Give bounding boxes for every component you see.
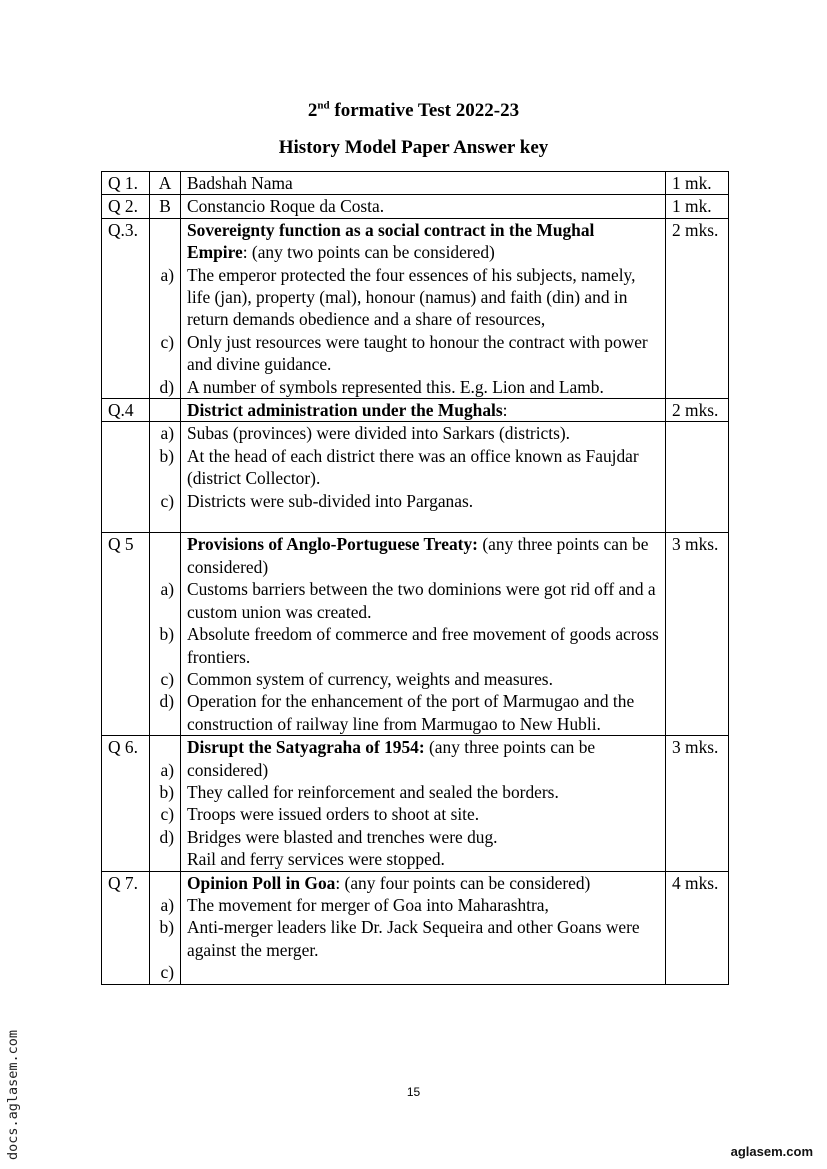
point-text: The emperor protected the four essences of his subjects, namely, life (jan), property (mal), honour (namus) and faith (din) and in return demands obedience and a share of resources,	[187, 264, 636, 330]
section-heading: Provisions of Anglo-Portuguese Treaty:	[187, 534, 478, 555]
point-label: b)	[159, 917, 174, 938]
marks: 4 mks.	[666, 871, 729, 984]
point-label: c)	[160, 804, 174, 825]
point-label: a)	[160, 264, 174, 285]
answer-text: District administration under the Mughals:	[181, 399, 666, 422]
point-text: Common system of currency, weights and measures.	[187, 668, 553, 689]
table-row	[102, 871, 729, 984]
point-label: d)	[159, 691, 174, 712]
point-label: a)	[160, 423, 174, 444]
point-text: Absolute freedom of commerce and free movement of goods across frontiers.	[187, 624, 659, 667]
answer-option: B	[150, 195, 181, 218]
point-label: a)	[160, 894, 174, 915]
brand-watermark: aglasem.com	[730, 1144, 813, 1159]
point-text: Anti-merger leaders like Dr. Jack Sequeira and other Goans were against the merger.	[187, 917, 640, 960]
question-number: Q 5	[102, 533, 150, 736]
point-label: d)	[159, 826, 174, 847]
point-text: Subas (provinces) were divided into Sarkars (districts).	[187, 423, 570, 444]
table-row	[102, 195, 729, 218]
table-row	[102, 399, 729, 422]
point-text: A number of symbols represented this. E.g. Lion and Lamb.	[187, 376, 604, 397]
document-subtitle: History Model Paper Answer key	[278, 137, 549, 158]
point-labels	[150, 422, 181, 533]
point-label: b)	[159, 445, 174, 466]
point-label: c)	[160, 331, 174, 352]
point-text: They called for reinforcement and sealed the borders.	[187, 781, 559, 802]
document-title: 2nd formative Test 2022-23	[307, 99, 520, 121]
answer-text: Opinion Poll in Goa: (any four points can be considered) The movement for merger of Goa into Maharashtra, Anti-merger leaders like Dr. Jack Sequeira and other Goans were against the merger.	[181, 871, 666, 984]
page-number: 15	[406, 1085, 421, 1099]
answer-text: Provisions of Anglo-Portuguese Treaty: (any three points can be considered) Customs barriers between the two dominions were got rid off and a custom union was created. Absolute freedom of commerce and free movement of goods across frontiers. Common system of currency, weights and measures. Operation for the enhancement of the port of Marmugao and the construction of railway line from Marmugao to New Hubli.	[181, 533, 666, 736]
point-label: c)	[160, 490, 174, 511]
point-text: Rail and ferry services were stopped.	[187, 849, 445, 870]
point-label: a)	[160, 579, 174, 600]
question-number: Q 6.	[102, 736, 150, 871]
point-text: Customs barriers between the two dominions were got rid off and a custom union was created.	[187, 579, 656, 622]
point-label: b)	[159, 624, 174, 645]
point-text: The movement for merger of Goa into Maharashtra,	[187, 894, 549, 915]
side-watermark: docs.aglasem.com	[5, 1029, 21, 1160]
point-labels	[150, 871, 181, 984]
marks: 2 mks.	[666, 399, 729, 422]
point-labels	[150, 218, 181, 398]
table-row	[102, 533, 729, 736]
question-number: Q.4	[102, 399, 150, 422]
section-heading: Disrupt the Satyagraha of 1954:	[187, 737, 425, 758]
point-text: Troops were issued orders to shoot at site.	[187, 804, 480, 825]
table-row	[102, 172, 729, 195]
table-row	[102, 218, 729, 398]
point-label: a)	[160, 759, 174, 780]
point-labels	[150, 533, 181, 736]
point-label: c)	[160, 962, 174, 983]
question-number: Q 1.	[102, 172, 150, 195]
point-text: Bridges were blasted and trenches were dug.	[187, 826, 498, 847]
point-text: Only just resources were taught to honour the contract with power and divine guidance.	[187, 331, 648, 375]
answer-text: Disrupt the Satyagraha of 1954: (any three points can be considered) They called for reinforcement and sealed the borders. Troops were issued orders to shoot at site. Bridges were blasted and trenches were dug. Rail and ferry services were stopped.	[181, 736, 666, 871]
marks: 3 mks.	[666, 736, 729, 871]
title-superscript: nd	[317, 99, 330, 112]
point-labels	[150, 736, 181, 871]
point-text: Operation for the enhancement of the port of Marmugao and the construction of railway line from Marmugao to New Hubli.	[187, 691, 635, 734]
answer-option: A	[150, 172, 181, 195]
point-label: c)	[160, 668, 174, 689]
table-row	[102, 422, 729, 533]
marks: 1 mk.	[666, 172, 729, 195]
point-label: d)	[159, 376, 174, 397]
section-heading: Sovereignty function as a social contract in the Mughal Empire	[187, 219, 595, 263]
answer-text	[181, 422, 666, 533]
question-number: Q 2.	[102, 195, 150, 218]
question-number: Q 7.	[102, 871, 150, 984]
marks: 2 mks.	[666, 218, 729, 398]
point-text: Districts were sub-divided into Parganas.	[187, 490, 474, 511]
section-heading: Opinion Poll in Goa	[187, 872, 336, 893]
answer-text: Sovereignty function as a social contract in the Mughal Empire: (any two points can be considered) The emperor protected the four essences of his subjects, namely, life (jan), property (mal), honour (namus) and faith (din) and in return demands obedience and a share of resources, Only just resources were taught to honour the contract with power and divine guidance. A number of symbols represented this. E.g. Lion and Lamb.	[181, 218, 666, 398]
marks: 1 mk.	[666, 195, 729, 218]
marks: 3 mks.	[666, 533, 729, 736]
section-heading: District administration under the Mughals	[187, 400, 503, 421]
table-row	[102, 736, 729, 871]
question-number: Q.3.	[102, 218, 150, 398]
answer-text: Constancio Roque da Costa.	[181, 195, 666, 218]
point-text: At the head of each district there was an office known as Faujdar (district Collector).	[187, 445, 639, 489]
answer-text: Badshah Nama	[181, 172, 666, 195]
point-label: b)	[159, 781, 174, 802]
answer-key-table	[101, 171, 729, 985]
